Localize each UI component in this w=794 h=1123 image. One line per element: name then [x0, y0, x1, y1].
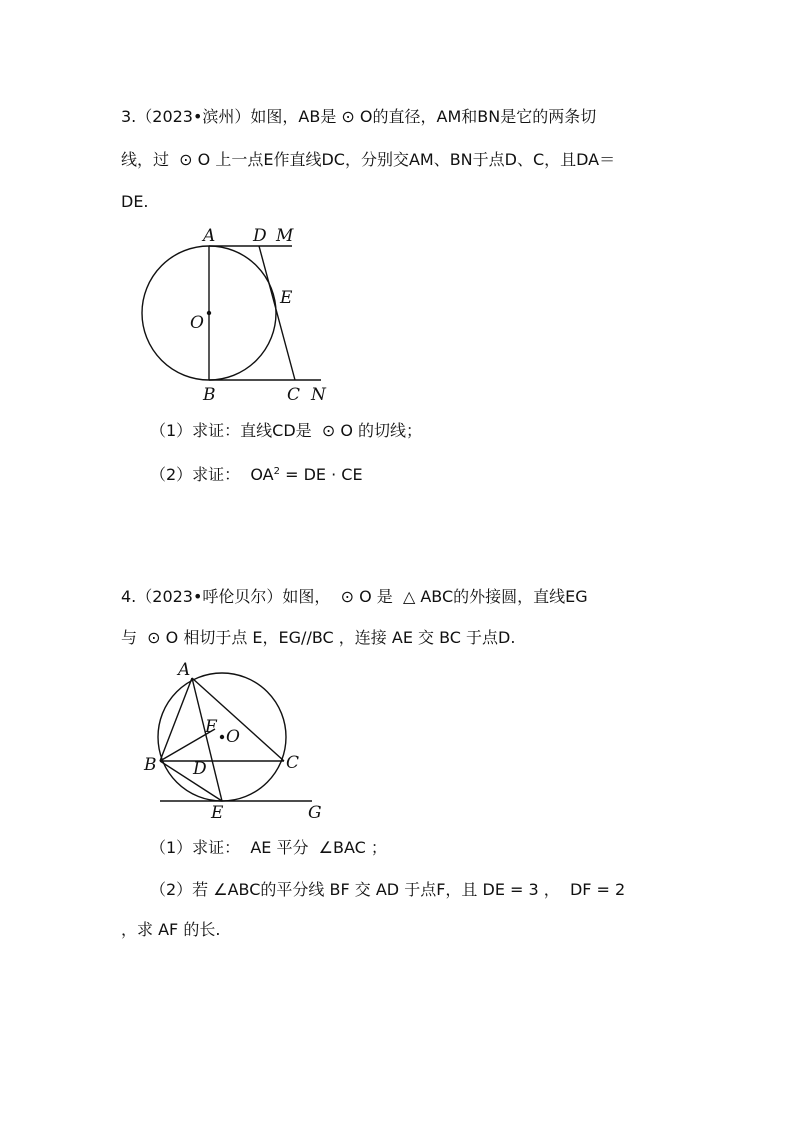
- label-a-3: A: [203, 226, 216, 246]
- label-b-3: B: [203, 385, 216, 405]
- problem3-q2-exponent: 2: [273, 466, 280, 477]
- problem4-line2: 与 ⊙ O 相切于点 E，EG//BC ，连接 AE 交 BC 于点D.: [121, 628, 516, 647]
- label-g-4: G: [308, 803, 322, 823]
- problem3-question1: （1）求证：直线CD是 ⊙ O 的切线；: [150, 421, 423, 440]
- label-a-4: A: [178, 660, 191, 680]
- label-m-3: M: [276, 226, 294, 246]
- problem3-q2-prefix: （2）求证： OA: [150, 465, 274, 484]
- label-o-4: O: [226, 727, 240, 747]
- label-c-3: C: [287, 385, 301, 405]
- side-ab: [160, 678, 192, 761]
- center-dot-o-4: [220, 735, 224, 739]
- label-o-3: O: [190, 313, 204, 333]
- problem3-q2-suffix: = DE · CE: [280, 465, 363, 484]
- label-d-4: D: [193, 759, 207, 779]
- label-f-4: F: [205, 717, 217, 737]
- label-e-4: E: [211, 803, 224, 823]
- problem3-line1: 3.（2023•滨州）如图，AB是 ⊙ O的直径，AM和BN是它的两条切: [121, 107, 597, 126]
- problem3-line3: DE.: [121, 192, 149, 211]
- problem4-question2-line2: ，求 AF 的长.: [121, 920, 221, 939]
- problem4-question2-line1: （2）若 ∠ABC的平分线 BF 交 AD 于点F，且 DE = 3 ， DF = 2: [150, 880, 626, 899]
- problem4-question1: （1）求证： AE 平分 ∠BAC ；: [150, 838, 387, 857]
- label-b-4: B: [144, 755, 157, 775]
- segment-be: [160, 761, 222, 801]
- label-c-4: C: [286, 753, 300, 773]
- problem3-line2: 线，过 ⊙ O 上一点E作直线DC，分别交AM、BN于点D、C，且DA＝: [121, 150, 616, 169]
- label-n-3: N: [311, 385, 326, 405]
- label-d-3: D: [253, 226, 267, 246]
- problem4-line1: 4.（2023•呼伦贝尔）如图， ⊙ O 是 △ ABC的外接圆，直线EG: [121, 587, 588, 606]
- label-e-3: E: [280, 288, 293, 308]
